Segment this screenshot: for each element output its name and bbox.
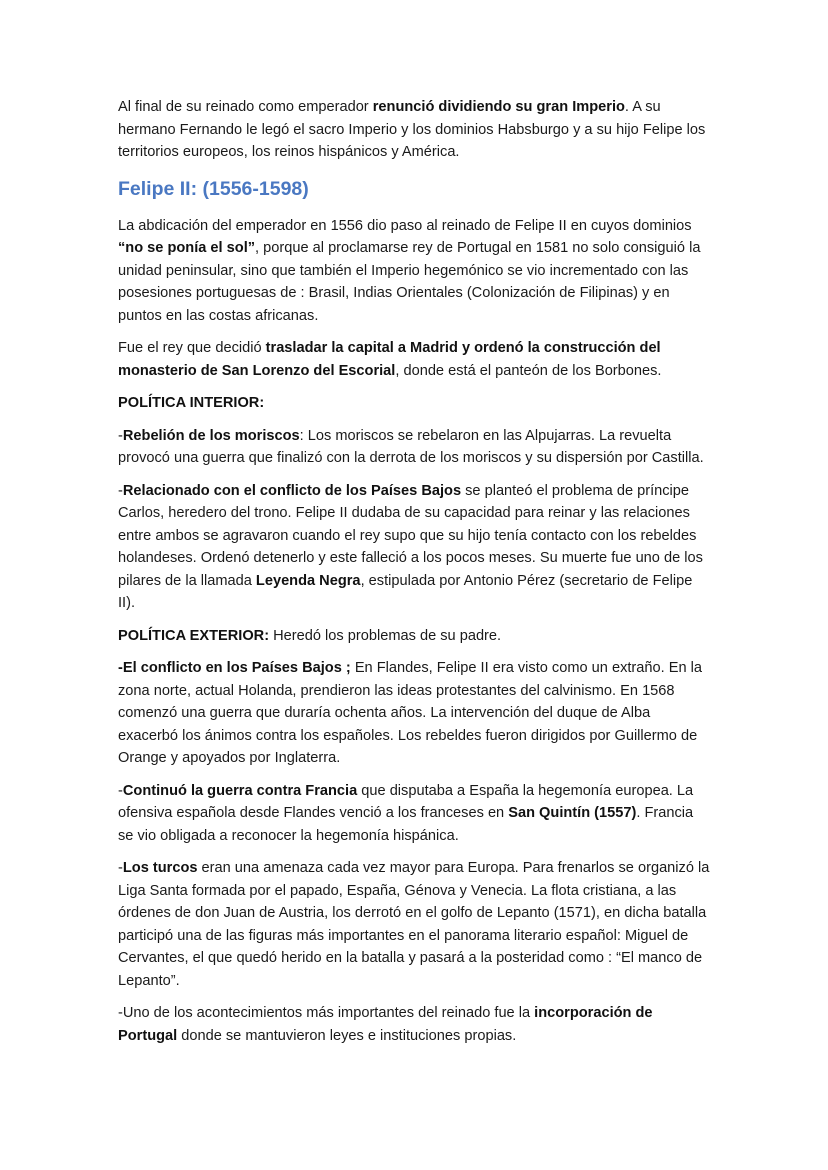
portugal-paragraph: -Uno de los acontecimientos más importantes del reinado fue la incorporación de Portugal donde se mantuvieron leyes e instituciones propias. <box>118 1005 653 1044</box>
paises-bajos-paragraph: -El conflicto en los Países Bajos ; En Flandes, Felipe II era visto como un extraño. En la zona norte, actual Holanda, prendieron las ideas protestantes del calvinismo. En 1568 comenzó una guerra que duraría ochenta años. La intervención del duque de Alba exacerbó los ánimos contra los españoles. Los rebeldes fueron dirigidos por Guillermo de Orange y apoyados por Inglaterra. <box>118 660 703 766</box>
capital-paragraph: Fue el rey que decidió trasladar la capital a Madrid y ordenó la construcción del monasterio de San Lorenzo del Escorial, donde está el panteón de los Borbones. <box>118 340 662 379</box>
abdication-paragraph: La abdicación del emperador en 1556 dio paso al reinado de Felipe II en cuyos dominios “no se ponía el sol”, porque al proclamarse rey de Portugal en 1581 no solo consiguió la unidad peninsular, sino que también el Imperio hegemónico se vio incrementado con las posesiones portuguesas de : Brasil, Indias Orientales (Colonización de Filipinas) y en puntos en las costas africanas. <box>118 217 701 324</box>
interior-policy-title: POLÍTICA INTERIOR: <box>118 395 265 411</box>
document-page <box>118 96 712 1057</box>
turcos-paragraph: -Los turcos eran una amenaza cada vez mayor para Europa. Para frenarlos se organizó la Liga Santa formada por el papado, España, Génova y Venecia. La flota cristiana, a las órdenes de don Juan de Austria, los derrotó en el golfo de Lepanto (1571), en dicha batalla participó una de las figuras más importantes en el panorama literario español: Miguel de Cervantes, el que quedó herido en la batalla y pasará a la posteridad como : “El manco de Lepanto”. <box>118 860 710 989</box>
francia-paragraph: -Continuó la guerra contra Francia que disputaba a España la hegemonía europea. La ofensiva española desde Flandes venció a los franceses en San Quintín (1557). Francia se vio obligada a reconocer la hegemonía hispánica. <box>118 782 694 844</box>
moriscos-paragraph: -Rebelión de los moriscos: Los moriscos se rebelaron en las Alpujarras. La revuelta provocó una guerra que finalizó con la derrota de los moriscos y su dispersión por Castilla. <box>118 427 704 466</box>
section-heading: Felipe II: (1556-1598) <box>118 177 309 200</box>
exterior-policy-paragraph: POLÍTICA EXTERIOR: Heredó los problemas de su padre. <box>118 627 502 644</box>
intro-paragraph: Al final de su reinado como emperador renunció dividiendo su gran Imperio. A su hermano Fernando le legó el sacro Imperio y los dominios Habsburgo y a su hijo Felipe los territorios europeos, los reinos hispánicos y América. <box>118 99 706 160</box>
principe-carlos-paragraph: -Relacionado con el conflicto de los Países Bajos se planteó el problema de príncipe Carlos, heredero del trono. Felipe II dudaba de su capacidad para reinar y las relaciones entre ambos se agravaron cuando el rey supo que su hijo tenía contacto con los rebeldes holandeses. Ordenó detenerlo y este falleció a los pocos meses. Su muerte fue uno de los pilares de la llamada Leyenda Negra, estipulada por Antonio Pérez (secretario de Felipe II). <box>118 482 703 611</box>
